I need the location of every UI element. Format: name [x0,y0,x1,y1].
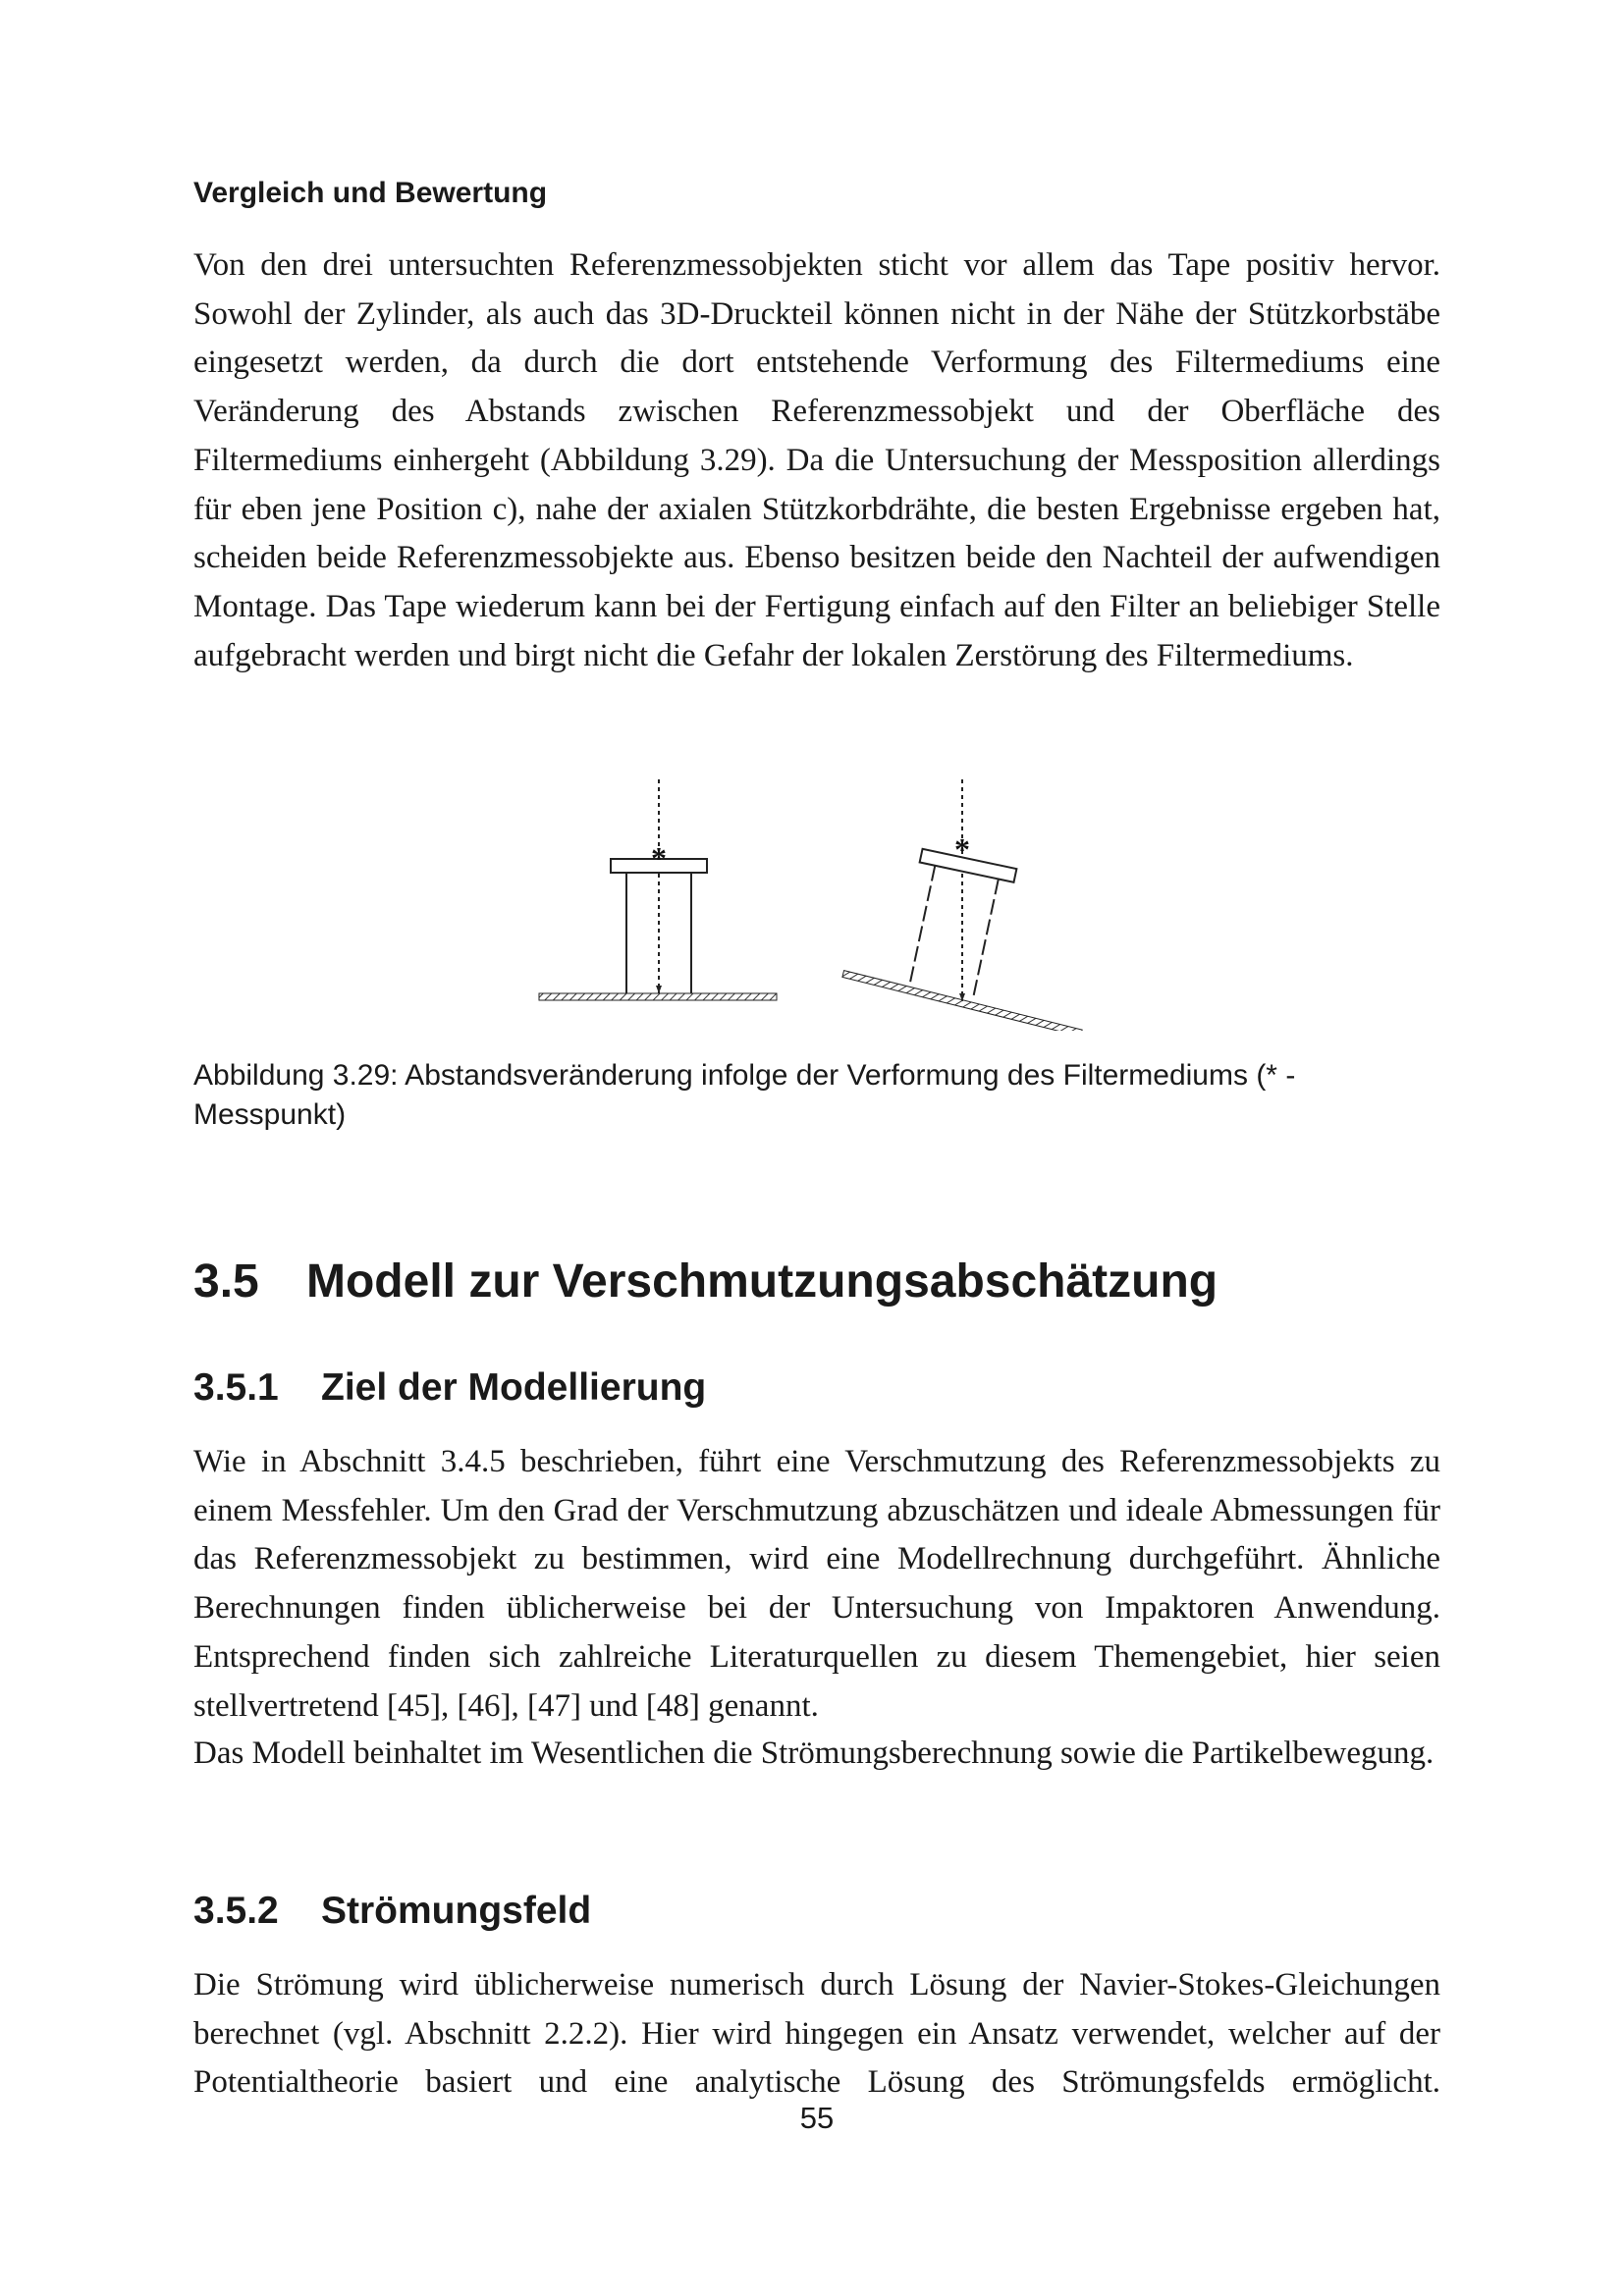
section-number: 3.5 [193,1255,259,1308]
measuring-point-marker-right: * [954,831,970,867]
deformed-case [842,779,1082,1031]
reference-object-wall-right-a [910,866,936,984]
subsection1-paragraph-1: Wie in Abschnitt 3.4.5 beschrieben, führt eine Verschmutzung des Referenzmessobjekts zu einem Messfehler. Um den Grad der Verschmutzung abzuschätzen und ideale Abmessungen für das Referenzmessobjekt zu bestimmen, wird eine Modellrechnung durchgeführt. Ähnliche Berechnungen finden üblicherweise bei der Untersuchung von Impaktoren Anwendung. Entsprechend finden sich zahlreiche Literaturquellen zu diesem Themengebiet, hier seien stellvertretend [45], [46], [47] und [48] genannt. [193,1444,1440,1724]
measuring-point-marker-left: * [651,840,667,876]
arrow-head-left [656,986,662,993]
subsection-heading-2 [193,1890,591,1933]
subsection1-paragraph-2: Das Modell beinhaltet im Wesentlichen die Strömungsberechnung sowie die Partikelbewegung. [193,1735,1435,1771]
section-heading [193,1255,1218,1308]
subsection-number-1: 3.5.1 [193,1366,279,1409]
subsection2-paragraph: Die Strömung wird üblicherweise numerisch durch Lösung der Navier-Stokes-Gleichungen berechnet (vgl. Abschnitt 2.2.2). Hier wird hingegen ein Ansatz verwendet, welcher auf der Potentialtheorie basiert und eine analytische Lösung des Strömungsfelds ermöglicht. [193,1967,1440,2101]
subsection-title-2: Strömungsfeld [321,1890,592,1932]
subsection-number-2: 3.5.2 [193,1890,279,1932]
reference-object-wall-right-b [973,880,999,997]
figure-caption: Abbildung 3.29: Abstandsveränderung infolge der Verformung des Filtermediums (* - Messpunkt) [193,1059,1296,1131]
intro-paragraph: Von den drei untersuchten Referenzmessobjekten sticht vor allem das Tape positiv hervor. Sowohl der Zylinder, als auch das 3D-Druckteil können nicht in der Nähe der Stützkorbstäbe eingesetzt werden, da durch die dort entstehende Verformung des Filtermediums eine Veränderung des Abstands zwischen Referenzmessobjekt und der Oberfläche des Filtermediums einhergeht (Abbildung 3.29). Da die Untersuchung der Messposition allerdings für eben jene Position c), nahe der axialen Stützkorbdrähte, die besten Ergebnisse ergeben hat, scheiden beide Referenzmessobjekte aus. Ebenso besitzen beide den Nachteil der aufwendigen Montage. Das Tape wiederum kann bei der Fertigung einfach auf den Filter an beliebiger Stelle aufgebracht werden und birgt nicht die Gefahr der lokalen Zerstörung des Filtermediums. [193,247,1440,673]
filter-medium-flat [539,993,777,1000]
paragraph-heading: Vergleich und Bewertung [193,177,548,209]
section-title: Modell zur Verschmutzungsabschätzung [306,1255,1218,1308]
undeformed-case [539,779,777,1000]
subsection-heading-1 [193,1366,706,1410]
page-number: 55 [799,2101,835,2135]
figure-3-29 [527,775,1293,1031]
deformation-diagram [527,775,1293,1031]
subsection-title-1: Ziel der Modellierung [321,1366,707,1409]
